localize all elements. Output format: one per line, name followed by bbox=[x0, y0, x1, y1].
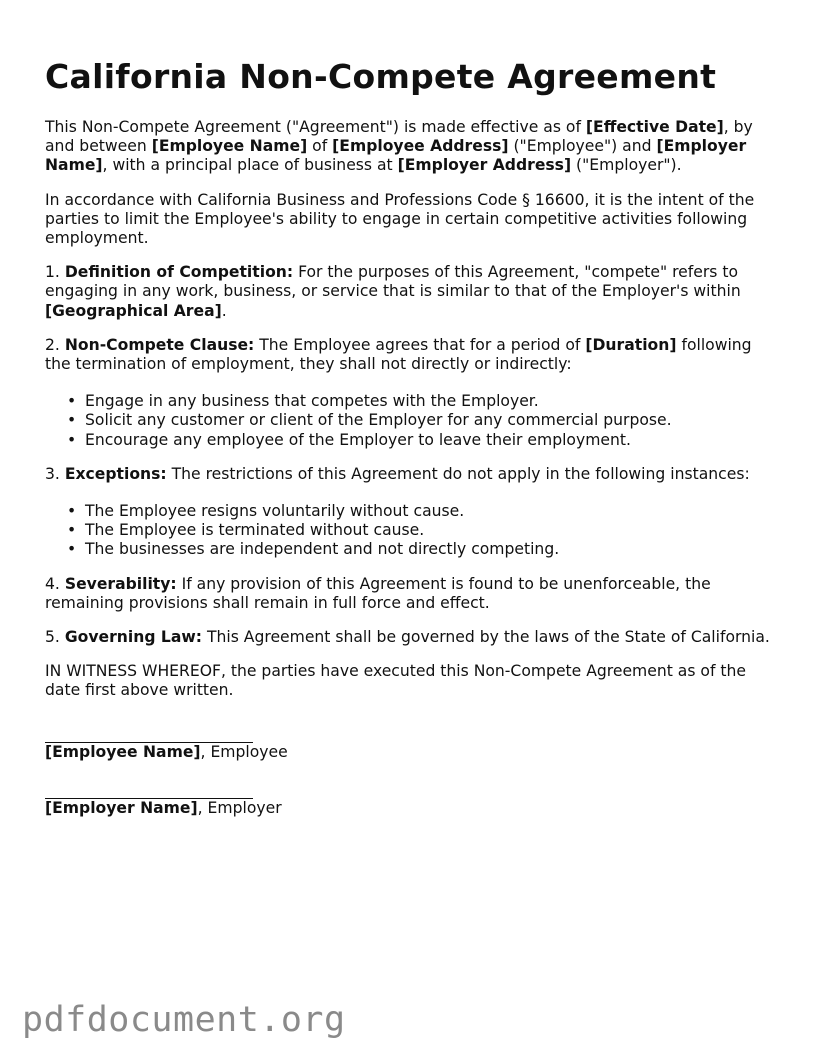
signature-area bbox=[45, 723, 780, 818]
employer-signature-block bbox=[45, 779, 780, 818]
section-text: The Employee agrees that for a period of bbox=[254, 335, 586, 354]
section-severability bbox=[45, 575, 780, 613]
employer-name-placeholder: [Employer Name] bbox=[45, 137, 747, 175]
section-number: 2. bbox=[45, 335, 65, 354]
purpose-paragraph: In accordance with California Business and Professions Code § 16600, it is the intent of the parties to limit the Employee's ability to engage in certain competitive activities following employment. bbox=[45, 190, 755, 248]
list-item: • The Employee resigns voluntarily without cause. bbox=[85, 502, 780, 521]
document-body bbox=[45, 118, 780, 818]
section-number: 5. bbox=[45, 628, 65, 647]
intro-text: of bbox=[307, 137, 333, 156]
section-number: 4. bbox=[45, 574, 65, 593]
effective-date-placeholder: [Effective Date] bbox=[585, 118, 724, 136]
section-text: following the termination of employment, they shall not directly or indirectly: bbox=[45, 335, 752, 374]
exceptions-list bbox=[45, 502, 780, 560]
section-heading: Severability: bbox=[64, 574, 177, 593]
witness-paragraph: IN WITNESS WHEREOF, the parties have executed this Non-Compete Agreement as of the date first above written. bbox=[45, 662, 746, 700]
section-definition-of-competition bbox=[45, 263, 780, 321]
section-non-compete-clause bbox=[45, 336, 780, 374]
signature-line bbox=[45, 779, 253, 799]
section-text: For the purposes of this Agreement, "compete" refers to engaging in any work, business, or service that is similar to that of the Employer's within bbox=[45, 263, 741, 301]
intro-text: , by and between bbox=[45, 118, 753, 156]
employee-signature-label bbox=[45, 743, 780, 762]
role-text: , Employee bbox=[200, 742, 288, 761]
intro-text: , with a principal place of business at bbox=[102, 156, 398, 175]
employee-name-placeholder: [Employee Name] bbox=[45, 742, 201, 761]
intro-text: ("Employer"). bbox=[571, 156, 682, 175]
employee-signature-block bbox=[45, 723, 780, 762]
section-heading: Definition of Competition: bbox=[64, 263, 294, 282]
employer-signature-label bbox=[45, 799, 780, 818]
list-item: • Encourage any employee of the Employer to leave their employment. bbox=[85, 431, 780, 450]
non-compete-list bbox=[45, 392, 780, 450]
intro-text: This Non-Compete Agreement ("Agreement") is made effective as of bbox=[45, 118, 586, 136]
list-item: • Engage in any business that competes with the Employer. bbox=[85, 392, 780, 411]
section-governing-law bbox=[45, 628, 780, 647]
role-text: , Employer bbox=[197, 798, 282, 817]
duration-placeholder: [Duration] bbox=[585, 335, 677, 354]
section-number: 1. bbox=[45, 263, 65, 282]
section-text: The restrictions of this Agreement do not apply in the following instances: bbox=[166, 464, 750, 483]
section-text: . bbox=[221, 301, 227, 320]
geographical-area-placeholder: [Geographical Area] bbox=[45, 301, 222, 320]
employee-name-placeholder: [Employee Name] bbox=[151, 137, 308, 156]
section-text: This Agreement shall be governed by the laws of the State of California. bbox=[202, 628, 770, 647]
employer-address-placeholder: [Employer Address] bbox=[397, 156, 572, 175]
section-exceptions bbox=[45, 465, 780, 484]
signature-line bbox=[45, 723, 253, 743]
section-heading: Governing Law: bbox=[64, 628, 203, 647]
intro-paragraph bbox=[45, 118, 780, 176]
watermark: pdfdocument.org bbox=[22, 1000, 346, 1040]
list-item: • The Employee is terminated without cause. bbox=[85, 521, 780, 540]
section-heading: Exceptions: bbox=[64, 464, 167, 483]
employee-address-placeholder: [Employee Address] bbox=[332, 137, 509, 156]
intro-text: ("Employee") and bbox=[508, 137, 657, 156]
section-text: If any provision of this Agreement is found to be unenforceable, the remaining provisions shall remain in full force and effect. bbox=[45, 574, 711, 612]
employer-name-placeholder: [Employer Name] bbox=[45, 798, 198, 817]
list-item: • Solicit any customer or client of the Employer for any commercial purpose. bbox=[85, 411, 780, 430]
list-item: • The businesses are independent and not directly competing. bbox=[85, 540, 780, 559]
document-title: California Non-Compete Agreement bbox=[45, 57, 717, 96]
section-number: 3. bbox=[45, 464, 65, 483]
section-heading: Non-Compete Clause: bbox=[64, 335, 255, 354]
